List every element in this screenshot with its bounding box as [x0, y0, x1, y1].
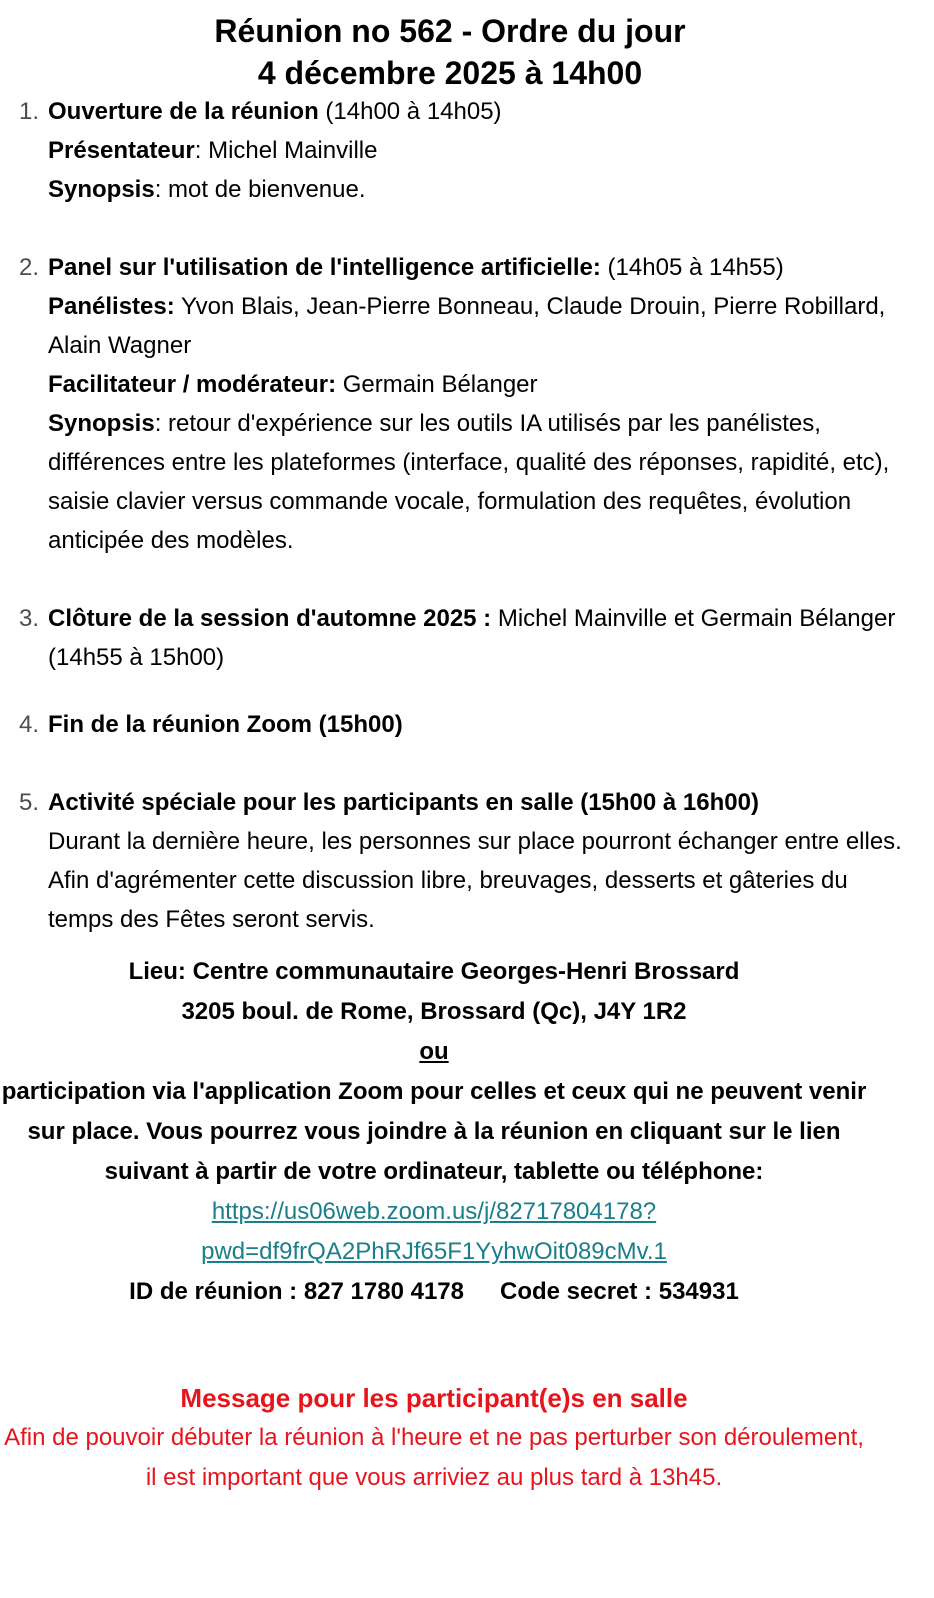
presenter-label: Présentateur: [48, 137, 195, 164]
synopsis-value: : mot de bienvenue.: [154, 176, 366, 203]
spacer: [48, 677, 908, 705]
panelists-value: Yvon Blais, Jean-Pierre Bonneau, Claude Drouin, Pierre Robillard, Alain Wagner: [48, 293, 886, 359]
item-number: 2.: [19, 254, 40, 281]
venue-address: 3205 boul. de Rome, Brossard (Qc), J4Y 1R2: [181, 998, 687, 1025]
agenda-item-5: [19, 783, 908, 939]
presenter-value: : Michel Mainville: [194, 137, 378, 164]
item-text: Durant la dernière heure, les personnes sur place pourront échanger entre elles. Afin d'agrémenter cette discussion libre, breuvages, desserts et gâteries du temps des Fêtes seront servis.: [48, 828, 902, 933]
spacer: [48, 209, 908, 248]
agenda-item-3: [19, 599, 908, 677]
passcode: Code secret : 534931: [500, 1278, 739, 1305]
item-number: 5.: [19, 789, 40, 816]
spacer: [48, 560, 908, 599]
item-title: Ouverture de la réunion: [48, 98, 319, 125]
alert-text: Afin de pouvoir débuter la réunion à l'heure et ne pas perturber son déroulement, il est important que vous arriviez au plus tard à 13h45.: [4, 1424, 864, 1491]
item-time: (14h00 à 14h05): [318, 98, 502, 125]
agenda-item-2: [19, 248, 908, 560]
item-number: 3.: [19, 605, 40, 632]
zoom-link-line-1[interactable]: https://us06web.zoom.us/j/82717804178?: [211, 1198, 657, 1225]
item-text: Michel Mainville et Germain Bélanger (14h55 à 15h00): [48, 605, 896, 671]
page-title: [0, 10, 900, 94]
zoom-link-line-2[interactable]: pwd=df9frQA2PhRJf65F1YyhwOit089cMv.1: [201, 1238, 667, 1265]
item-number: 4.: [19, 711, 40, 738]
item-title: Panel sur l'utilisation de l'intelligence artificielle:: [48, 254, 601, 281]
or-separator: ou: [419, 1038, 449, 1065]
item-number: 1.: [19, 98, 40, 125]
spacer: [48, 744, 908, 783]
zoom-link[interactable]: [201, 1192, 667, 1272]
agenda-list: [19, 92, 908, 939]
agenda-item-4: [19, 705, 908, 744]
item-time: (14h05 à 14h55): [600, 254, 784, 281]
panelists-label: Panélistes:: [48, 293, 175, 320]
meeting-id: ID de réunion : 827 1780 4178: [129, 1278, 464, 1305]
alert-message: [0, 1378, 868, 1498]
facilitator-value: Germain Bélanger: [336, 371, 538, 398]
title-line-1: Réunion no 562 - Ordre du jour: [214, 13, 686, 49]
agenda-item-1: [19, 92, 908, 209]
item-title: Activité spéciale pour les participants en salle (15h00 à 16h00): [48, 789, 759, 816]
meeting-credentials: [0, 1272, 868, 1312]
synopsis-value: : retour d'expérience sur les outils IA utilisés par les panélistes, différences entre les plateformes (interface, qualité des réponses, rapidité, etc), saisie clavier versus commande vocale, formulation des requêtes, évolution anticipée des modèles.: [48, 410, 890, 554]
synopsis-label: Synopsis: [48, 410, 155, 437]
zoom-text: participation via l'application Zoom pour celles et ceux qui ne peuvent venir sur place. Vous pourrez vous joindre à la réunion en cliquant sur le lien suivant à partir de votre ordinateur, tablette ou téléphone:: [1, 1078, 867, 1185]
item-title: Clôture de la session d'automne 2025 :: [48, 605, 492, 632]
synopsis-label: Synopsis: [48, 176, 155, 203]
alert-title: Message pour les participant(e)s en salle: [180, 1383, 688, 1413]
item-title: Fin de la réunion Zoom (15h00): [48, 711, 403, 738]
venue-section: [0, 952, 868, 1312]
title-line-2: 4 décembre 2025 à 14h00: [257, 55, 643, 91]
facilitator-label: Facilitateur / modérateur:: [48, 371, 337, 398]
venue-place: Lieu: Centre communautaire Georges-Henri Brossard: [128, 958, 740, 985]
